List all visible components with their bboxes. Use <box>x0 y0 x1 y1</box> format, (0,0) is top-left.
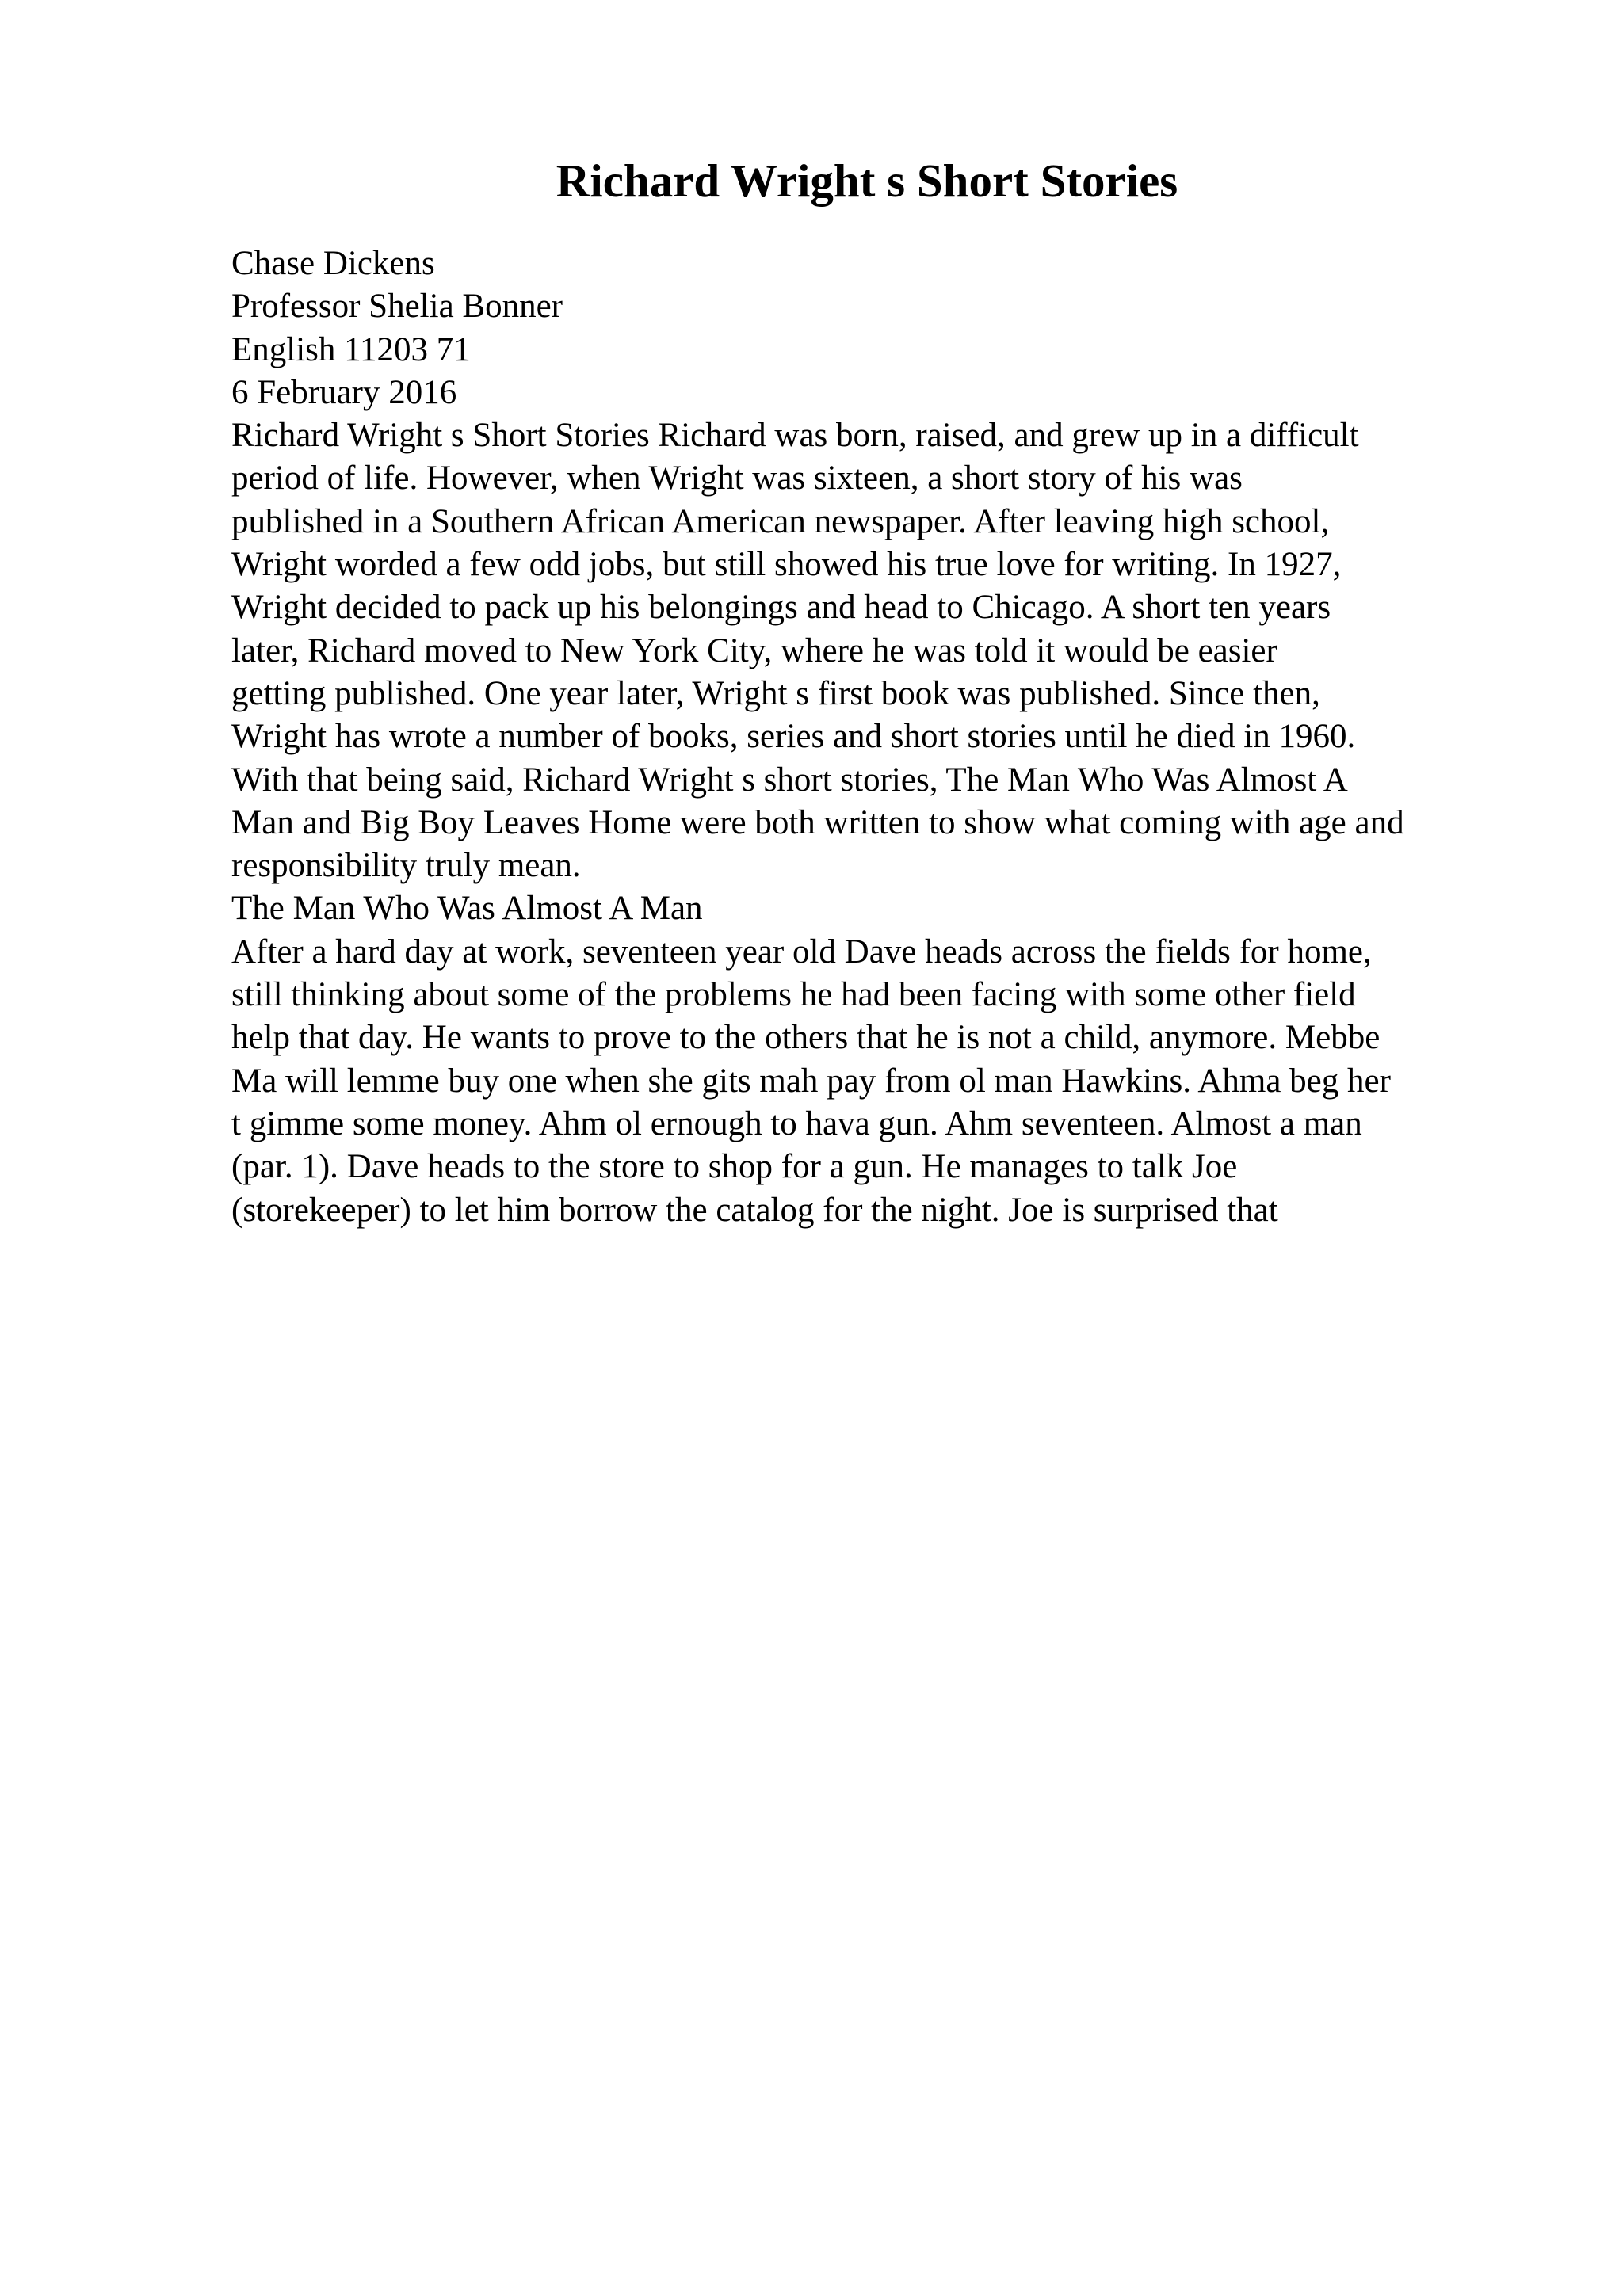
intro-line: later, Richard moved to New York City, where he was told it would be easier <box>231 631 1277 669</box>
intro-line: Wright decided to pack up his belongings and head to Chicago. A short ten years <box>231 589 1331 627</box>
section-line: still thinking about some of the problems he had been facing with some other field <box>231 976 1356 1014</box>
intro-line: Richard Wright s Short Stories Richard was born, raised, and grew up in a difficult <box>231 417 1359 455</box>
section-heading: The Man Who Was Almost A Man <box>231 890 703 928</box>
section-line: After a hard day at work, seventeen year old Dave heads across the fields for home, <box>231 933 1372 971</box>
intro-line: With that being said, Richard Wright s short stories, The Man Who Was Almost A <box>231 761 1348 799</box>
course-name: English 11203 71 <box>231 330 471 368</box>
intro-line: getting published. One year later, Wright s first book was published. Since then, <box>231 674 1320 712</box>
professor-name: Professor Shelia Bonner <box>231 288 563 326</box>
section-line: t gimme some money. Ahm ol ernough to hava gun. Ahm seventeen. Almost a man <box>231 1104 1362 1142</box>
intro-line: published in a Southern African American newspaper. After leaving high school, <box>231 502 1330 540</box>
section-line: (storekeeper) to let him borrow the catalog for the night. Joe is surprised that <box>231 1191 1278 1229</box>
intro-line: responsibility truly mean. <box>231 847 581 885</box>
document-date: 6 February 2016 <box>231 373 457 411</box>
document-body <box>231 242 1594 1232</box>
document-title: Richard Wright s Short Stories <box>556 154 1178 207</box>
author-name: Chase Dickens <box>231 245 435 282</box>
intro-line: Wright has wrote a number of books, series and short stories until he died in 1960. <box>231 718 1356 756</box>
section-line: (par. 1). Dave heads to the store to shop for a gun. He manages to talk Joe <box>231 1148 1238 1186</box>
intro-line: Man and Big Boy Leaves Home were both written to show what coming with age and <box>231 803 1404 841</box>
intro-line: period of life. However, when Wright was sixteen, a short story of his was <box>231 460 1243 498</box>
section-line: Ma will lemme buy one when she gits mah pay from ol man Hawkins. Ahma beg her <box>231 1062 1391 1100</box>
section-line: help that day. He wants to prove to the others that he is not a child, anymore. Mebbe <box>231 1019 1381 1057</box>
intro-line: Wright worded a few odd jobs, but still showed his true love for writing. In 1927, <box>231 546 1342 584</box>
